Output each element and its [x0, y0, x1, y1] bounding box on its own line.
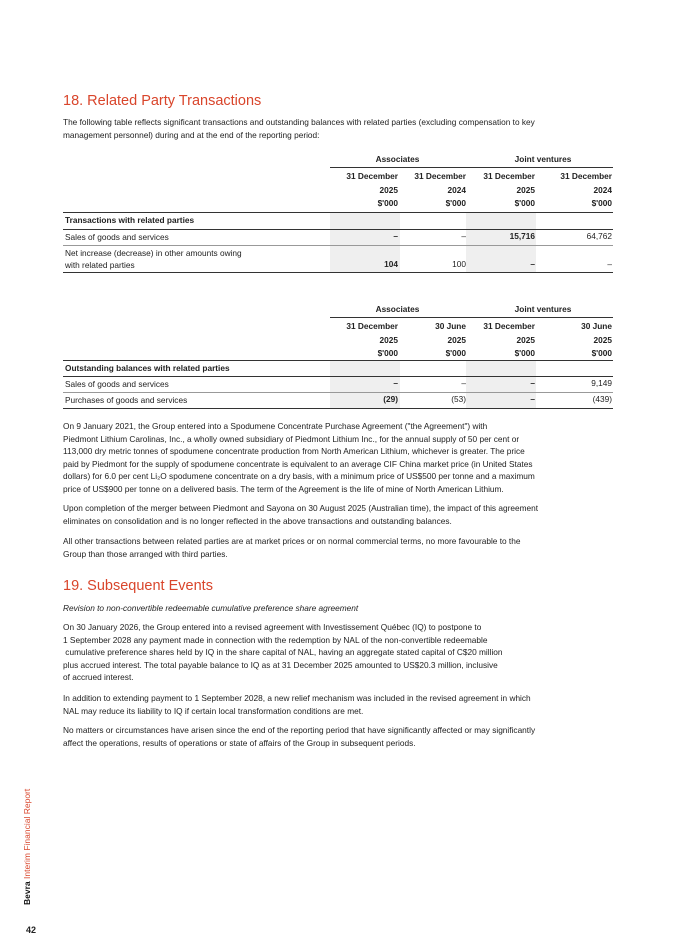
section-19-subtitle: Revision to non-convertible redeemable cumulative preference share agreement — [63, 603, 359, 613]
section-label: Outstanding balances with related parties — [65, 363, 230, 373]
column-header: 31 December 2024 $'000 — [560, 171, 612, 208]
market-terms-paragraph: All other transactions between related parties are at market prices or on normal commercial terms, no more favourable to the Group than those arranged with third parties. — [63, 536, 521, 559]
column-header: 31 December 2024 $'000 — [414, 171, 466, 208]
column-header: 31 December 2025 $'000 — [483, 171, 535, 208]
outstanding-balances-table: Associates Joint ventures 31 December 2025 $'000 30 June 2025 $'000 31 December 2025 $'000 30 June 2025 $'000 Outstanding balances with related parties Sales of goods and services – – – 9,149 Purchases of goods and services (29) (53) – (439) — [63, 300, 613, 412]
relief-paragraph: In addition to extending payment to 1 September 2028, a new relief mechanism was included in the revised agreement in which NAL may reduce its liability to IQ if certain local transformation conditions are met. — [63, 693, 531, 716]
group-joint-ventures: Joint ventures — [514, 304, 572, 314]
section-18-intro — [63, 116, 623, 141]
column-header: 31 December 2025 $'000 — [346, 321, 398, 358]
section-18-title: 18. Related Party Transactions — [63, 93, 262, 109]
footer-report-title: Bevra Interim Financial Report — [22, 788, 32, 905]
agreement-paragraph: On 9 January 2021, the Group entered into a Spodumene Concentrate Purchase Agreement ("the Agreement") with Piedmont Lithium Carolinas, Inc., a wholly owned subsidiary of Piedmont Lithium Inc., for the annual supply of 50 per cent or 113,000 dry metric tonnes of spodumene concentrate production from North American Lithium, whichever is greater. The price paid by Piedmont for the supply of spodumene concentrate is equivalent to an average CIF China market price (in United States dollars) for 6.0 per cent Li₂O spodumene concentrate on a dry basis, with a minimum price of US$500 per tonne and a maximum price of US$900 per tonne on a delivered basis. The term of the Agreement is the life of mine of North American Lithium. — [63, 421, 535, 494]
section-19-title: 19. Subsequent Events — [63, 578, 213, 594]
group-associates: Associates — [375, 304, 420, 314]
brand-logo-text: Bevra — [22, 881, 32, 905]
group-associates: Associates — [375, 154, 420, 164]
column-header: 30 June 2025 $'000 — [435, 321, 466, 358]
column-header: 31 December 2025 $'000 — [346, 171, 398, 208]
group-joint-ventures: Joint ventures — [514, 154, 572, 164]
no-matters-paragraph: No matters or circumstances have arisen since the end of the reporting period that have significantly affected or may significantly affect the operations, results of operations or state of affairs of the Group in subsequent periods. — [63, 725, 536, 748]
column-header: 30 June 2025 $'000 — [581, 321, 612, 358]
text-line: management personnel) during and at the end of the reporting period: — [63, 129, 320, 140]
transactions-table: Associates Joint ventures 31 December 2025 $'000 31 December 2024 $'000 31 December 2025 $'000 31 December 2024 $'000 Transactions with related parties Sales of goods and services – – 15,716 64,762 Net increase (decrease) in other amounts owing with related parties 104 100 – – — [63, 150, 613, 275]
page-number: 42 — [26, 925, 37, 935]
iq-paragraph: On 30 January 2026, the Group entered into a revised agreement with Investissement Québec (IQ) to postpone to 1 September 2028 any payment made in connection with the redemption by NAL of the non-convertible redeemable cumulative preference shares held by IQ in the share capital of NAL, having an aggregate stated capital of C$20 million plus accrued interest. The total payable balance to IQ as at 31 December 2025 amounted to US$20.3 million, inclusive of accrued interest. — [63, 622, 503, 683]
section-label: Transactions with related parties — [65, 215, 195, 225]
column-header: 31 December 2025 $'000 — [483, 321, 535, 358]
merger-paragraph: Upon completion of the merger between Piedmont and Sayona on 30 August 2025 (Australian time), the impact of this agreement eliminates on consolidation and is no longer reflected in the above transactions and outstanding balances. — [63, 503, 539, 526]
text-line: The following table reflects significant transactions and outstanding balances with related parties (excluding compensation to key — [63, 117, 535, 127]
